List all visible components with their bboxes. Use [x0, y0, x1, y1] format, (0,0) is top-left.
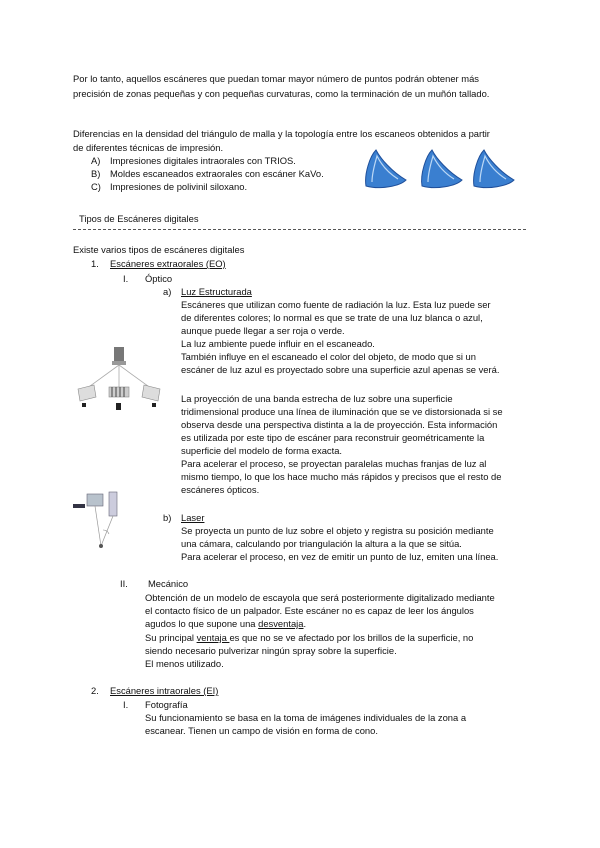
- ei-title: Escáneres intraorales (EI): [110, 685, 219, 696]
- mecanico-line-3-post: .: [303, 618, 307, 629]
- mecanico-title: Mecánico: [148, 578, 189, 589]
- mecanico-line-4-post: es que no se ve afectado por los brillos de la superficie, no: [229, 632, 474, 643]
- luz-line: escáneres ópticos.: [181, 484, 260, 495]
- optico-roman: I.: [123, 273, 129, 284]
- mecanico-line-3: [145, 617, 306, 630]
- luz-line: escáner de luz azul es proyectado sobre una superficie azul apenas se verá.: [181, 364, 500, 375]
- luz-line: superficie del modelo de forma exacta.: [181, 445, 343, 456]
- ventaja-text: ventaja: [196, 632, 230, 643]
- density-item-b: Moldes escaneados extraorales con escáner KaVo.: [110, 168, 324, 179]
- laser-camera-icon: [87, 494, 103, 506]
- mecanico-line-4-pre: Su principal: [145, 632, 197, 643]
- laser-marker: b): [163, 512, 172, 523]
- ei-number: 2.: [91, 685, 99, 696]
- mecanico-line-6: El menos utilizado.: [145, 658, 224, 669]
- density-item-marker-a: A): [91, 155, 101, 166]
- density-item-marker-b: B): [91, 168, 101, 179]
- tooth-scan-a: [366, 150, 406, 188]
- section-divider: [73, 229, 526, 230]
- laser-title: Laser: [181, 512, 205, 523]
- density-item-marker-c: C): [91, 181, 101, 192]
- luz-line: También influye en el escaneado el color del objeto, de modo que si un: [181, 351, 476, 362]
- laser-line: Se proyecta un punto de luz sobre el objeto y registra su posición mediante: [181, 525, 494, 536]
- laser-line: Para acelerar el proceso, en vez de emitir un punto de luz, emiten una línea.: [181, 551, 499, 562]
- luz-line: aunque puede llegar a ser roja o verde.: [181, 325, 345, 336]
- foto-roman: I.: [123, 699, 129, 710]
- tooth-scan-c: [474, 150, 514, 188]
- structured-light-diagram: [74, 345, 164, 413]
- mecanico-roman: II.: [120, 578, 128, 589]
- luz-line: Escáneres que utilizan como fuente de radiación la luz. Esta luz puede ser: [181, 299, 491, 310]
- mecanico-line-5: siendo necesario pulverizar ningún spray sobre la superficie.: [145, 645, 397, 656]
- intro-line-2: precisión de zonas pequeñas y con pequeñas curvaturas, como la terminación de un muñón tallado.: [73, 88, 490, 99]
- camera-icon: [116, 403, 121, 410]
- foto-line-2: escanear. Tienen un campo de visión en forma de cono.: [145, 725, 378, 736]
- mecanico-line-1: Obtención de un modelo de escayola que será posteriormente digitalizado mediante: [145, 592, 495, 603]
- mecanico-line-4: [145, 631, 473, 644]
- camera-icon: [82, 403, 86, 407]
- tooth-scan-figures: [362, 146, 522, 192]
- intro-line-1: Por lo tanto, aquellos escáneres que puedan tomar mayor número de puntos podrán obtener más: [73, 73, 479, 84]
- optico-title: Óptico: [145, 273, 173, 284]
- camera-icon: [152, 403, 156, 407]
- mecanico-line-2: el contacto físico de un palpador. Este escáner no es capaz de leer los ángulos: [145, 605, 474, 616]
- luz-line: mismo tiempo, lo que los hace mucho más rápidos y precisos que el resto de: [181, 471, 502, 482]
- types-intro: Existe varios tipos de escáneres digitales: [73, 244, 245, 255]
- laser-diagram: [73, 490, 133, 552]
- foto-title: Fotografía: [145, 699, 188, 710]
- projector-icon: [114, 347, 124, 361]
- density-item-a: Impresiones digitales intraorales con TRIOS.: [110, 155, 296, 166]
- luz-line: La luz ambiente puede influir en el escaneado.: [181, 338, 375, 349]
- luz-title: Luz Estructurada: [181, 286, 252, 297]
- tooth-scan-b: [422, 150, 462, 188]
- luz-line: de diferentes colores; lo normal es que se trate de una luz blanca o azul,: [181, 312, 483, 323]
- eo-title: Escáneres extraorales (EO): [110, 258, 226, 269]
- luz-line: observa desde una perspectiva distinta a la de proyección. Esta información: [181, 419, 498, 430]
- mecanico-line-3-pre: agudos lo que supone una: [145, 618, 259, 629]
- luz-line: es utilizada por este tipo de escáner para reconstruir geométricamente la: [181, 432, 485, 443]
- desventaja-text: desventaja: [258, 618, 304, 629]
- density-item-c: Impresiones de polivinil siloxano.: [110, 181, 248, 192]
- density-line-2: de diferentes técnicas de impresión.: [73, 142, 224, 153]
- section-title: Tipos de Escáneres digitales: [79, 213, 199, 224]
- density-line-1: Diferencias en la densidad del triángulo de malla y la topología entre los escaneos obtenidos a partir: [73, 128, 490, 139]
- luz-line: La proyección de una banda estrecha de luz sobre una superficie: [181, 393, 453, 404]
- luz-line: tridimensional produce una línea de iluminación que se ve distorsionada si se: [181, 406, 503, 417]
- luz-marker: a): [163, 286, 172, 297]
- foto-line-1: Su funcionamiento se basa en la toma de imágenes individuales de la zona a: [145, 712, 467, 723]
- laser-line: una cámara, calculando por triangulación la altura a la que se sitúa.: [181, 538, 462, 549]
- eo-number: 1.: [91, 258, 99, 269]
- luz-line: Para acelerar el proceso, se proyectan paralelas muchas franjas de luz al: [181, 458, 487, 469]
